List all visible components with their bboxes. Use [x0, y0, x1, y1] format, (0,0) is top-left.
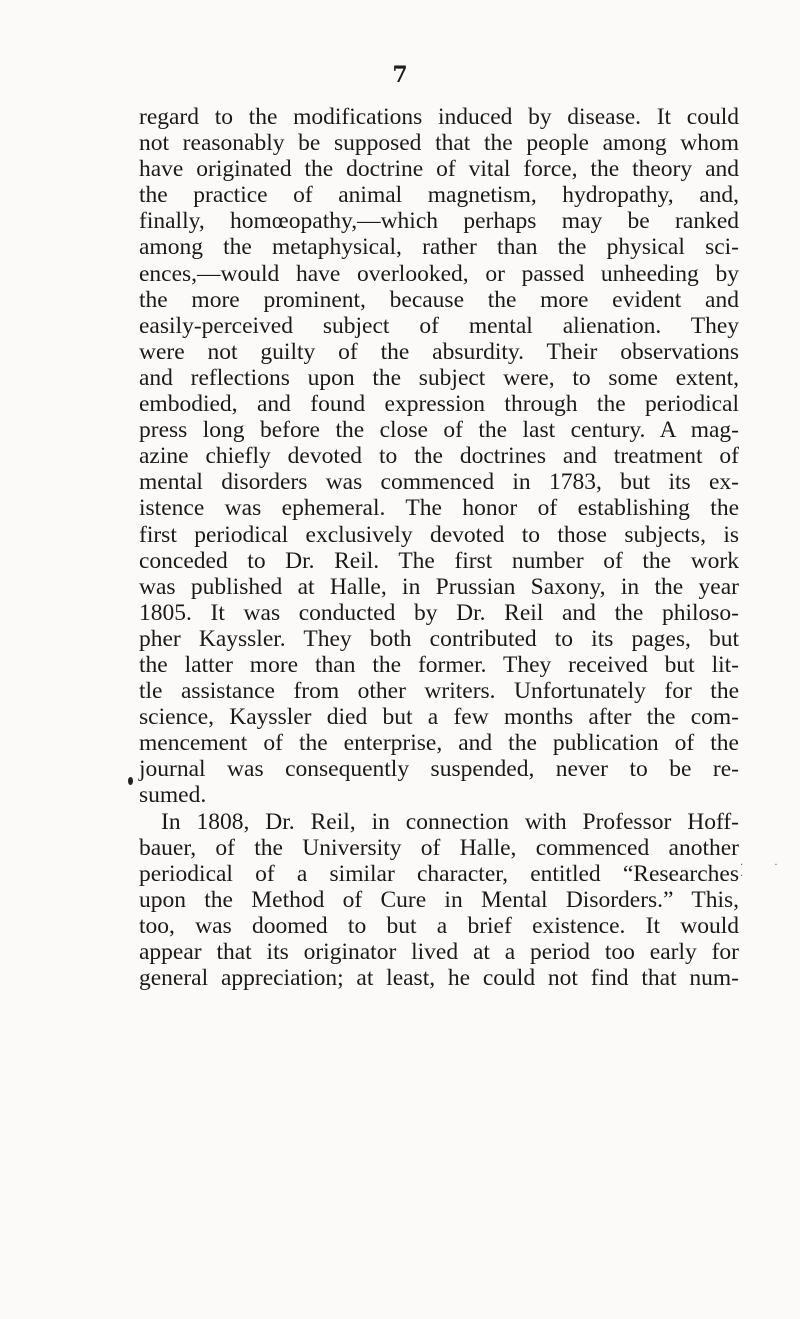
- text-line: not reasonably be supposed that the people among whom: [139, 130, 739, 157]
- text-line: general appreciation; at least, he could not find that num-: [139, 965, 739, 992]
- text-line: appear that its originator lived at a period too early for: [139, 939, 739, 965]
- margin-dots: . . .: [740, 857, 792, 879]
- text-line: ences,—would have overlooked, or passed unheeding by: [139, 260, 739, 287]
- page-number: 7: [392, 62, 408, 88]
- text-line: mental disorders was commenced in 1783, but its ex-: [139, 469, 739, 496]
- text-line: were not guilty of the absurdity. Their observations: [139, 338, 739, 365]
- text-line: first periodical exclusively devoted to those subjects, is: [139, 521, 739, 548]
- text-line: embodied, and found expression through the periodical: [139, 391, 739, 418]
- text-line: science, Kayssler died but a few months after the com-: [139, 704, 739, 731]
- text-line: periodical of a similar character, entitled “Researches: [139, 860, 739, 887]
- text-line: the latter more than the former. They received but lit-: [139, 651, 739, 678]
- text-line: sumed.: [139, 782, 207, 809]
- text-line: the more prominent, because the more evident and: [139, 286, 739, 313]
- text-line: among the metaphysical, rather than the physical sci-: [139, 234, 739, 261]
- text-line: have originated the doctrine of vital force, the theory and: [139, 156, 739, 183]
- text-line: azine chiefly devoted to the doctrines and treatment of: [139, 443, 739, 470]
- text-line: and reflections upon the subject were, to some extent,: [139, 364, 739, 391]
- body-text: [139, 104, 739, 991]
- text-line: easily-perceived subject of mental alienation. They: [139, 312, 739, 339]
- text-line: press long before the close of the last century. A mag-: [139, 417, 739, 444]
- text-line: upon the Method of Cure in Mental Disorders.” This,: [139, 886, 739, 913]
- text-line: conceded to Dr. Reil. The first number of the work: [139, 547, 739, 574]
- text-line: finally, homœopathy,—which perhaps may be ranked: [139, 208, 739, 235]
- text-line: mencement of the enterprise, and the publication of the: [139, 730, 739, 757]
- ink-mark: [128, 777, 133, 785]
- text-line: regard to the modifications induced by disease. It could: [139, 104, 739, 130]
- text-line: tle assistance from other writers. Unfortunately for the: [139, 678, 739, 705]
- text-line: istence was ephemeral. The honor of establishing the: [139, 495, 739, 522]
- text-line: the practice of animal magnetism, hydropathy, and,: [139, 182, 739, 209]
- text-line: too, was doomed to but a brief existence. It would: [139, 912, 739, 939]
- text-line: pher Kayssler. They both contributed to its pages, but: [139, 625, 739, 652]
- text-line: 1805. It was conducted by Dr. Reil and the philoso-: [139, 599, 739, 626]
- text-line: was published at Halle, in Prussian Saxony, in the year: [139, 573, 739, 600]
- text-line: journal was consequently suspended, never to be re-: [139, 756, 739, 783]
- paragraph-start-line: In 1808, Dr. Reil, in connection with Professor Hoff-: [161, 808, 739, 835]
- text-line: bauer, of the University of Halle, commenced another: [139, 834, 739, 861]
